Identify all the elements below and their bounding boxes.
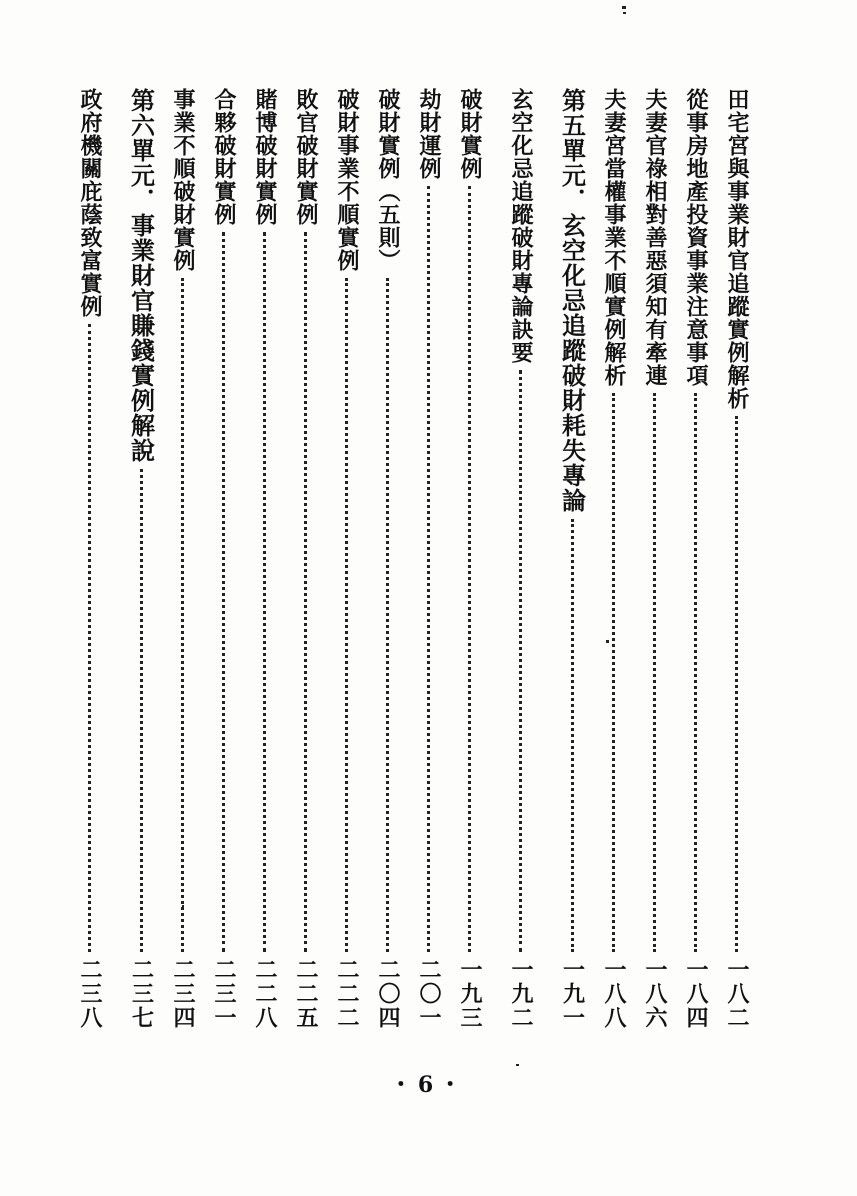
toc-unit-heading[interactable] — [551, 88, 593, 1030]
toc-entry-title: 玄空化忌追蹤破財專論訣要 — [508, 88, 534, 364]
toc-page-number: 一八二 — [724, 958, 750, 1030]
toc-page-number: 二三八 — [77, 958, 103, 1030]
scan-speck — [182, 905, 184, 907]
toc-page-number: 一九三 — [457, 958, 483, 1030]
toc-entry-title: 夫妻官祿相對善惡須知有牽連 — [642, 88, 668, 387]
scan-speck — [623, 12, 626, 14]
dot-leader — [140, 469, 143, 952]
toc-unit-title: 第五單元．玄空化忌追蹤破財耗失專論 — [557, 88, 587, 513]
toc-page-number: 二三四 — [170, 958, 196, 1030]
toc-entry[interactable] — [326, 88, 367, 1030]
toc-unit-heading[interactable] — [120, 88, 162, 1030]
toc-entry[interactable] — [634, 88, 675, 1030]
scan-speck — [622, 6, 626, 9]
toc-page-number: 二二二 — [334, 958, 360, 1030]
toc-entry[interactable] — [244, 88, 285, 1030]
toc-entry-title: 政府機關庇蔭致富實例 — [77, 88, 103, 318]
dot-leader — [345, 278, 348, 952]
toc-entry[interactable] — [408, 88, 449, 1030]
toc-entry[interactable] — [203, 88, 244, 1030]
dot-leader — [468, 186, 471, 952]
dot-leader — [694, 393, 697, 952]
toc-entry[interactable] — [449, 88, 490, 1030]
dot-leader — [519, 370, 522, 952]
toc-entry-title: 破財事業不順實例 — [334, 88, 360, 272]
toc-entry[interactable] — [675, 88, 716, 1030]
toc-entry[interactable] — [367, 88, 408, 1030]
toc-page-number: 一八八 — [601, 958, 627, 1030]
dot-leader — [181, 278, 184, 952]
toc-entry[interactable] — [716, 88, 757, 1030]
toc-page-number: 一八六 — [642, 958, 668, 1030]
page-number-folio: ・6・ — [389, 1072, 468, 1098]
scan-speck — [606, 640, 609, 643]
toc-entry-title: 合夥破財實例 — [211, 88, 237, 226]
toc-entry[interactable] — [69, 88, 110, 1030]
dot-leader — [222, 232, 225, 952]
toc-entry[interactable] — [285, 88, 326, 1030]
dot-leader — [612, 393, 615, 952]
toc-page-number: 二〇四 — [375, 958, 401, 1030]
dot-leader — [88, 324, 91, 952]
toc-entry-title: 劫財運例 — [416, 88, 442, 180]
toc-entry-title: 事業不順破財實例 — [170, 88, 196, 272]
toc-page-number: 二二八 — [252, 958, 278, 1030]
toc-entry-title: 從事房地產投資事業注意事項 — [683, 88, 709, 387]
toc-entry-title: 田宅宮與事業財官追蹤實例解析 — [724, 88, 750, 410]
toc-entry-title: 破財實例 — [457, 88, 483, 180]
dot-leader — [653, 393, 656, 952]
toc-entry-title: 賭博破財實例 — [252, 88, 278, 226]
toc-entry-title: 夫妻宮當權事業不順實例解析 — [601, 88, 627, 387]
toc-unit-title: 第六單元．事業財官賺錢實例解說 — [126, 88, 156, 463]
dot-leader — [263, 232, 266, 952]
dot-leader — [735, 416, 738, 952]
dot-leader — [304, 232, 307, 952]
toc-page-number: 二二五 — [293, 958, 319, 1030]
toc-entry[interactable] — [500, 88, 541, 1030]
table-of-contents — [59, 88, 757, 1030]
toc-page-number: 一九二 — [508, 958, 534, 1030]
scan-speck — [516, 1064, 519, 1066]
toc-entry[interactable] — [162, 88, 203, 1030]
dot-leader — [571, 519, 574, 952]
toc-page-number: 一九一 — [559, 958, 586, 1030]
toc-page-number: 二〇一 — [416, 958, 442, 1030]
toc-entry[interactable] — [593, 88, 634, 1030]
toc-page-number: 二三一 — [211, 958, 237, 1030]
toc-page-number: 二三七 — [128, 958, 155, 1030]
toc-page-number: 一八四 — [683, 958, 709, 1030]
toc-entry-title: 破財實例（五則） — [375, 88, 401, 272]
dot-leader — [427, 186, 430, 952]
dot-leader — [386, 278, 389, 952]
toc-entry-title: 敗官破財實例 — [293, 88, 319, 226]
